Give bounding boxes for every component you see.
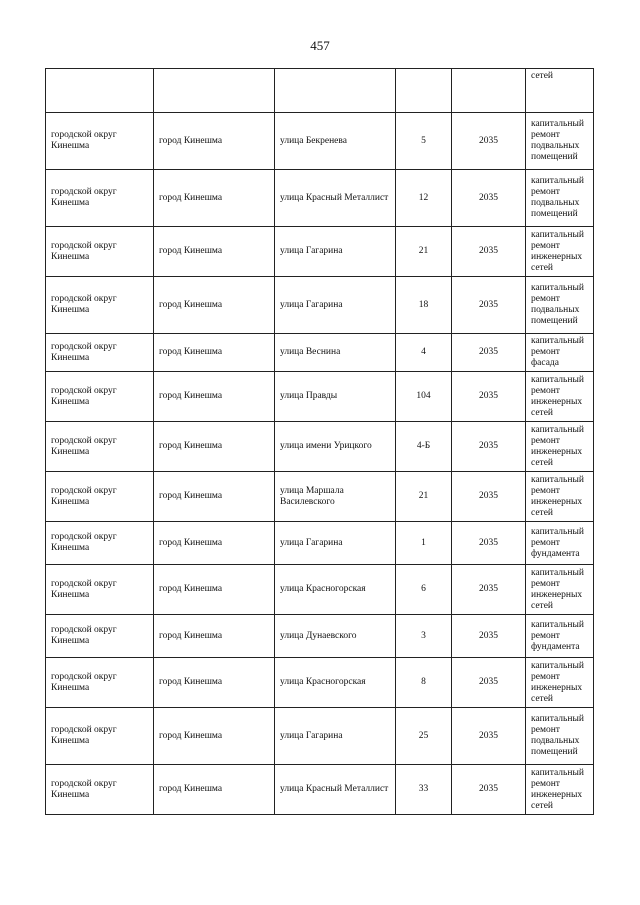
work-type-cell: капитальный ремонт фасада: [526, 334, 594, 372]
house-cell: 4: [396, 334, 452, 372]
city-cell: город Кинешма: [154, 334, 275, 372]
year-cell: 2035: [452, 765, 526, 815]
table-row-continuation: [46, 69, 594, 113]
house-cell: 12: [396, 170, 452, 227]
street-cell: улица Красногорская: [275, 658, 396, 708]
table-row: [46, 522, 594, 565]
work-type-cell: капитальный ремонт фундамента: [526, 615, 594, 658]
year-cell: 2035: [452, 227, 526, 277]
year-cell: 2035: [452, 372, 526, 422]
house-cell: 33: [396, 765, 452, 815]
house-cell: 25: [396, 708, 452, 765]
city-cell: город Кинешма: [154, 765, 275, 815]
city-cell: [154, 69, 275, 113]
street-cell: улица имени Урицкого: [275, 422, 396, 472]
house-cell: 5: [396, 113, 452, 170]
city-cell: город Кинешма: [154, 277, 275, 334]
city-cell: город Кинешма: [154, 708, 275, 765]
street-cell: улица Бекренева: [275, 113, 396, 170]
municipality-cell: городской округ Кинешма: [46, 658, 154, 708]
municipality-cell: городской округ Кинешма: [46, 522, 154, 565]
house-cell: 1: [396, 522, 452, 565]
table-row: [46, 472, 594, 522]
table-row: [46, 227, 594, 277]
table-row: [46, 615, 594, 658]
year-cell: 2035: [452, 522, 526, 565]
page-number: 457: [310, 38, 330, 53]
year-cell: 2035: [452, 565, 526, 615]
table-row: [46, 334, 594, 372]
house-cell: 21: [396, 227, 452, 277]
street-cell: улица Красногорская: [275, 565, 396, 615]
street-cell: [275, 69, 396, 113]
house-cell: 8: [396, 658, 452, 708]
year-cell: 2035: [452, 615, 526, 658]
house-cell: 21: [396, 472, 452, 522]
year-cell: 2035: [452, 277, 526, 334]
street-cell: улица Красный Металлист: [275, 170, 396, 227]
year-cell: 2035: [452, 658, 526, 708]
city-cell: город Кинешма: [154, 170, 275, 227]
city-cell: город Кинешма: [154, 658, 275, 708]
municipality-cell: городской округ Кинешма: [46, 372, 154, 422]
table-row: [46, 765, 594, 815]
municipality-cell: городской округ Кинешма: [46, 565, 154, 615]
table-row: [46, 565, 594, 615]
work-type-cell: капитальный ремонт подвальных помещений: [526, 708, 594, 765]
table-row: [46, 372, 594, 422]
year-cell: 2035: [452, 113, 526, 170]
work-type-cell: капитальный ремонт подвальных помещений: [526, 277, 594, 334]
municipality-cell: городской округ Кинешма: [46, 334, 154, 372]
year-cell: 2035: [452, 334, 526, 372]
work-type-cell: капитальный ремонт подвальных помещений: [526, 113, 594, 170]
work-type-cell: капитальный ремонт фундамента: [526, 522, 594, 565]
house-cell: 6: [396, 565, 452, 615]
year-cell: 2035: [452, 708, 526, 765]
city-cell: город Кинешма: [154, 522, 275, 565]
table-row: [46, 658, 594, 708]
year-cell: [452, 69, 526, 113]
table-row: [46, 277, 594, 334]
work-type-cell: капитальный ремонт инженерных сетей: [526, 765, 594, 815]
street-cell: улица Красный Металлист: [275, 765, 396, 815]
city-cell: город Кинешма: [154, 113, 275, 170]
work-type-cell: капитальный ремонт подвальных помещений: [526, 170, 594, 227]
street-cell: улица Гагарина: [275, 227, 396, 277]
municipality-cell: городской округ Кинешма: [46, 113, 154, 170]
street-cell: улица Маршала Василевского: [275, 472, 396, 522]
table-row: [46, 170, 594, 227]
city-cell: город Кинешма: [154, 565, 275, 615]
table-row: [46, 422, 594, 472]
municipality-cell: [46, 69, 154, 113]
street-cell: улица Гагарина: [275, 708, 396, 765]
work-type-cell: капитальный ремонт инженерных сетей: [526, 227, 594, 277]
work-type-cell: сетей: [526, 69, 594, 113]
street-cell: улица Правды: [275, 372, 396, 422]
house-cell: 3: [396, 615, 452, 658]
municipality-cell: городской округ Кинешма: [46, 615, 154, 658]
municipality-cell: городской округ Кинешма: [46, 227, 154, 277]
city-cell: город Кинешма: [154, 422, 275, 472]
city-cell: город Кинешма: [154, 227, 275, 277]
work-type-cell: капитальный ремонт инженерных сетей: [526, 422, 594, 472]
repair-schedule-table: [45, 68, 594, 815]
municipality-cell: городской округ Кинешма: [46, 170, 154, 227]
house-cell: 104: [396, 372, 452, 422]
house-cell: [396, 69, 452, 113]
municipality-cell: городской округ Кинешма: [46, 422, 154, 472]
municipality-cell: городской округ Кинешма: [46, 277, 154, 334]
work-type-cell: капитальный ремонт инженерных сетей: [526, 565, 594, 615]
municipality-cell: городской округ Кинешма: [46, 708, 154, 765]
city-cell: город Кинешма: [154, 472, 275, 522]
municipality-cell: городской округ Кинешма: [46, 765, 154, 815]
street-cell: улица Гагарина: [275, 522, 396, 565]
street-cell: улица Веснина: [275, 334, 396, 372]
city-cell: город Кинешма: [154, 372, 275, 422]
city-cell: город Кинешма: [154, 615, 275, 658]
year-cell: 2035: [452, 472, 526, 522]
work-type-cell: капитальный ремонт инженерных сетей: [526, 372, 594, 422]
house-cell: 18: [396, 277, 452, 334]
table-row: [46, 708, 594, 765]
house-cell: 4-Б: [396, 422, 452, 472]
municipality-cell: городской округ Кинешма: [46, 472, 154, 522]
street-cell: улица Гагарина: [275, 277, 396, 334]
year-cell: 2035: [452, 170, 526, 227]
table-row: [46, 113, 594, 170]
street-cell: улица Дунаевского: [275, 615, 396, 658]
work-type-cell: капитальный ремонт инженерных сетей: [526, 658, 594, 708]
year-cell: 2035: [452, 422, 526, 472]
work-type-cell: капитальный ремонт инженерных сетей: [526, 472, 594, 522]
